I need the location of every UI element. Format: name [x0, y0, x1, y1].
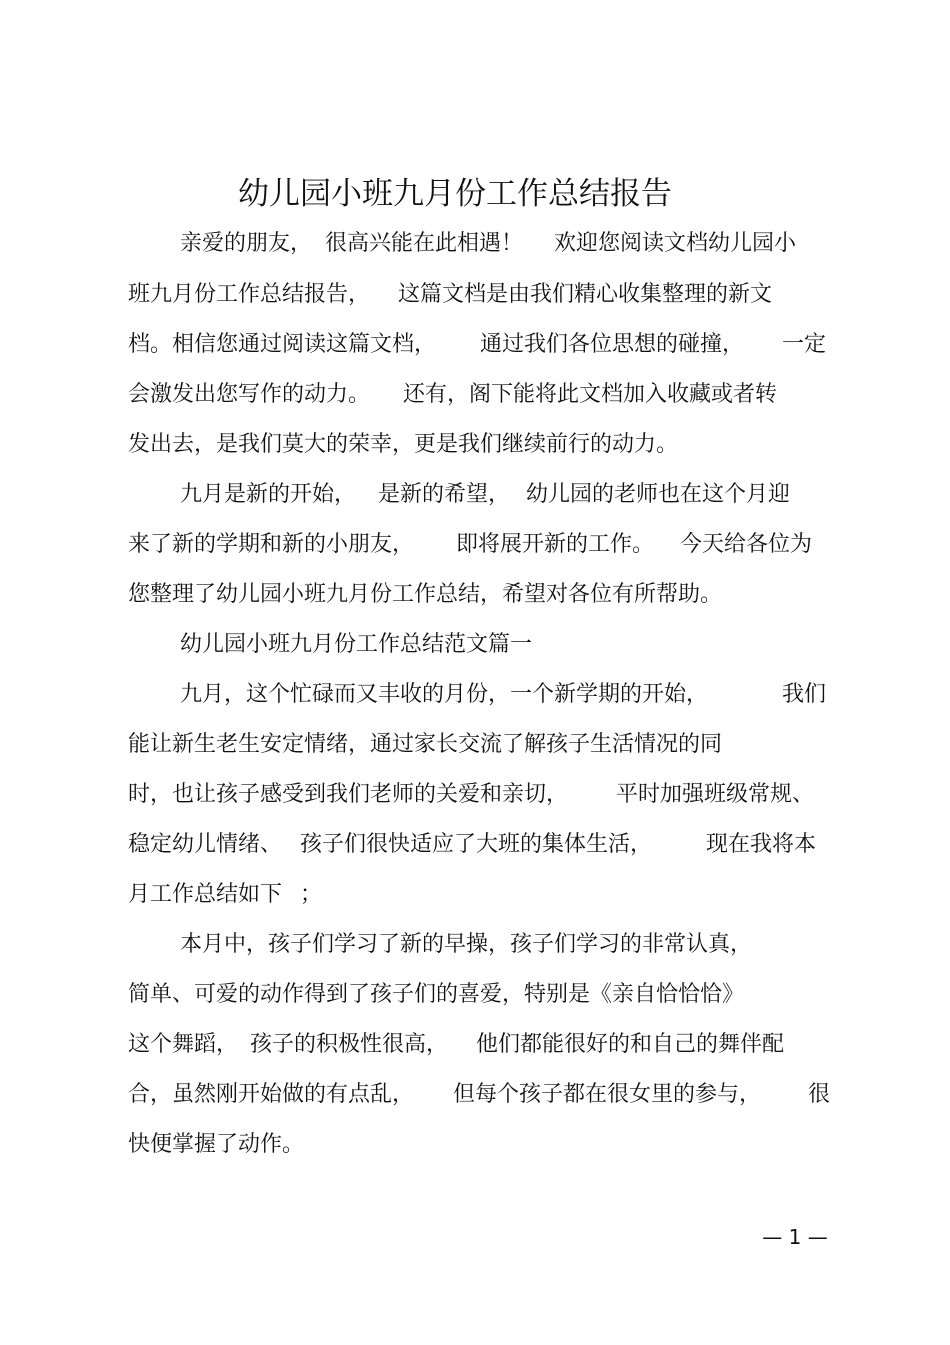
- text-segment: 合，虽然刚开始做的有点乱，: [128, 1082, 415, 1107]
- text-segment: 他们都能很好的和自己的舞伴配: [476, 1032, 785, 1057]
- text-segment: 我们: [782, 682, 827, 707]
- text-segment: 这个舞蹈，: [128, 1032, 239, 1057]
- text-segment: 简单、可爱的动作得到了孩子们的喜爱，特别是《亲自恰恰恰》: [128, 982, 745, 1007]
- text-segment: 亲爱的朋友，: [180, 231, 313, 256]
- text-segment: 孩子们很快适应了大班的集体生活，: [300, 832, 653, 857]
- text-segment: 九月，这个忙碌而又丰收的月份，一个新学期的开始，: [180, 682, 709, 707]
- text-segment: ；: [300, 882, 323, 907]
- text-segment: 欢迎您阅读文档幼儿园小: [554, 231, 797, 256]
- text-segment: 今天给各位为: [680, 532, 813, 557]
- text-segment: 是新的希望，: [378, 482, 511, 507]
- text-segment: 时，也让孩子感受到我们老师的关爱和亲切，: [128, 782, 569, 807]
- text-segment: 这篇文档是由我们精心收集整理的新文: [398, 282, 773, 307]
- page-number: — 1 —: [762, 1225, 828, 1249]
- text-segment: 本月中，孩子们学习了新的早操，孩子们学习的非常认真，: [180, 932, 753, 957]
- text-segment: 即将展开新的工作。: [456, 532, 655, 557]
- text-segment: 很高兴能在此相遇！: [325, 231, 524, 256]
- text-segment: 很: [808, 1082, 831, 1107]
- text-segment: 一定: [782, 332, 827, 357]
- text-segment: 现在我将本: [706, 832, 817, 857]
- text-segment: 平时加强班级常规、: [616, 782, 815, 807]
- text-segment: 会激发出您写作的动力。: [128, 382, 371, 407]
- text-segment: 还有，阁下能将此文档加入收藏或者转: [403, 382, 778, 407]
- text-segment: 幼儿园小班九月份工作总结范文篇一: [180, 632, 533, 657]
- text-segment: 班九月份工作总结报告，: [128, 282, 371, 307]
- text-segment: 但每个孩子都在很女里的参与，: [453, 1082, 762, 1107]
- text-segment: 九月是新的开始，: [180, 482, 357, 507]
- text-segment: 您整理了幼儿园小班九月份工作总结，希望对各位有所帮助。: [128, 582, 723, 607]
- text-segment: 发出去，是我们莫大的荣幸，更是我们继续前行的动力。: [128, 432, 679, 457]
- text-segment: 能让新生老生安定情绪，通过家长交流了解孩子生活情况的同: [128, 732, 723, 757]
- text-segment: 来了新的学期和新的小朋友，: [128, 532, 415, 557]
- text-segment: 幼儿园的老师也在这个月迎: [526, 482, 791, 507]
- text-segment: 通过我们各位思想的碰撞，: [480, 332, 745, 357]
- text-segment: 快便掌握了动作。: [128, 1132, 305, 1157]
- text-segment: 档。相信您通过阅读这篇文档，: [128, 332, 437, 357]
- text-segment: 稳定幼儿情绪、: [128, 832, 283, 857]
- text-segment: 月工作总结如下: [128, 882, 283, 907]
- text-segment: 孩子的积极性很高，: [250, 1032, 449, 1057]
- document-title: 幼儿园小班九月份工作总结报告: [238, 176, 672, 212]
